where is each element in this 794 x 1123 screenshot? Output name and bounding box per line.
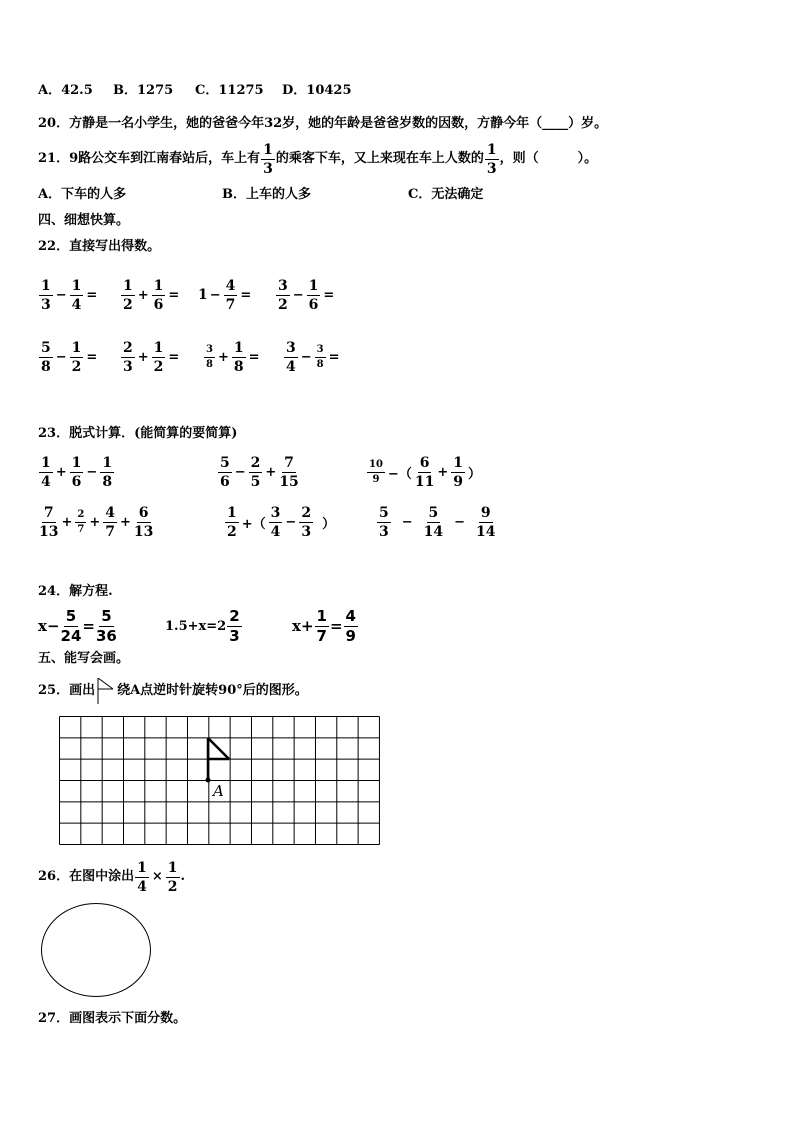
q25-point-a [206,778,211,783]
section4-title: 四、细想快算。 [38,213,130,228]
q23-expr-1: $\frac{1}{4}$ + $\frac{1}{6}$ − $\frac{1}{8}$ [41,454,113,490]
q22-item-2-2: $\frac{2}{3}$ + $\frac{1}{2}$ = [123,339,180,375]
q21-option-b: B．上车的人多 [222,187,311,202]
q24-equation-3: x+ $\frac{1}{7}$ = $\frac{4}{9}$ [292,606,356,645]
q24-equation-2: 1.5+x=2 $\frac{2}{3}$ [165,606,240,645]
q25-grid [59,716,382,846]
q21-part3: ，则（ ）。 [499,151,598,166]
q23-expr-3: $\frac{10}{9}$ −（ $\frac{6}{11}$ + $\frac{1}{9}$ ） [369,454,481,490]
q21-part1: 21．9路公交车到江南春站后，车上有 [38,151,261,166]
q22-item-2-3: $\frac{3}{8}$ + $\frac{1}{8}$ = [206,339,260,375]
q21-option-a: A．下车的人多 [38,187,127,202]
q22-item-2-4: $\frac{3}{4}$ − $\frac{3}{8}$ = [286,339,340,375]
q23-expr-5: $\frac{1}{2}$ +（ $\frac{3}{4}$ − $\frac{2}{3}$ ） [227,504,336,540]
q26-suffix: . [180,869,186,884]
q22-item-1-3: 1 − $\frac{4}{7}$ = [198,277,252,313]
q21-part2: 的乘客下车，又上来现在车上人数的 [275,151,484,166]
q23-expr-2: $\frac{5}{6}$ − $\frac{2}{5}$ + $\frac{7}{15}$ [220,454,299,490]
q23-title: 23．脱式计算．(能简算的要简算) [38,426,238,441]
q26-circle [41,903,151,997]
q19-option-a: A．42.5 [38,83,93,98]
q27-title: 27．画图表示下面分数。 [38,1011,187,1026]
q22-item-2-1: $\frac{5}{8}$ − $\frac{1}{2}$ = [41,339,98,375]
q26-fraction-2: $\frac{1}{2}$ [167,859,178,895]
q23-expr-4: $\frac{7}{13}$ + $\frac{2}{7}$ + $\frac{4}{7}$ + $\frac{6}{13}$ [39,504,154,540]
q21-option-c: C．无法确定 [408,187,484,202]
q26-question [38,858,185,896]
q23-expr-6: $\frac{5}{3}$ − $\frac{5}{14}$ − $\frac{9}{14}$ [379,504,496,540]
q20-text: 20．方静是一名小学生，她的爸爸今年32岁，她的年龄是爸爸岁数的因数，方静今年（____）岁。 [38,116,608,131]
q21-fraction-2: $\frac{1}{3}$ [486,141,497,177]
q26-times: × [151,869,163,884]
section5-title: 五、能写会画。 [38,651,130,666]
q21-question [38,140,597,178]
q26-prefix: 26．在图中涂出 [38,869,135,884]
q26-fraction-1: $\frac{1}{4}$ [137,859,147,895]
q22-item-1-4: $\frac{3}{2}$ − $\frac{1}{6}$ = [278,277,335,313]
q21-fraction-1: $\frac{1}{3}$ [263,141,273,177]
q19-option-d: D．10425 [282,83,352,98]
q22-title: 22．直接写出得数。 [38,239,161,254]
q22-item-1-1: $\frac{1}{3}$ − $\frac{1}{4}$ = [41,277,98,313]
q25-question [38,678,308,704]
q19-option-c: C．11275 [195,83,264,98]
q25-prefix: 25．画出 [38,683,96,698]
q24-title: 24．解方程. [38,584,113,599]
q24-equation-1: x− $\frac{5}{24}$ = $\frac{5}{36}$ [38,606,117,645]
flag-shape-icon [96,678,116,704]
q25-suffix: 绕A点逆时针旋转90°后的图形。 [117,683,308,698]
q25-point-a-label: A [213,782,224,800]
q22-item-1-2: $\frac{1}{2}$ + $\frac{1}{6}$ = [123,277,180,313]
q19-option-b: B．1275 [113,83,174,98]
q25-shape-hypotenuse [208,738,229,759]
